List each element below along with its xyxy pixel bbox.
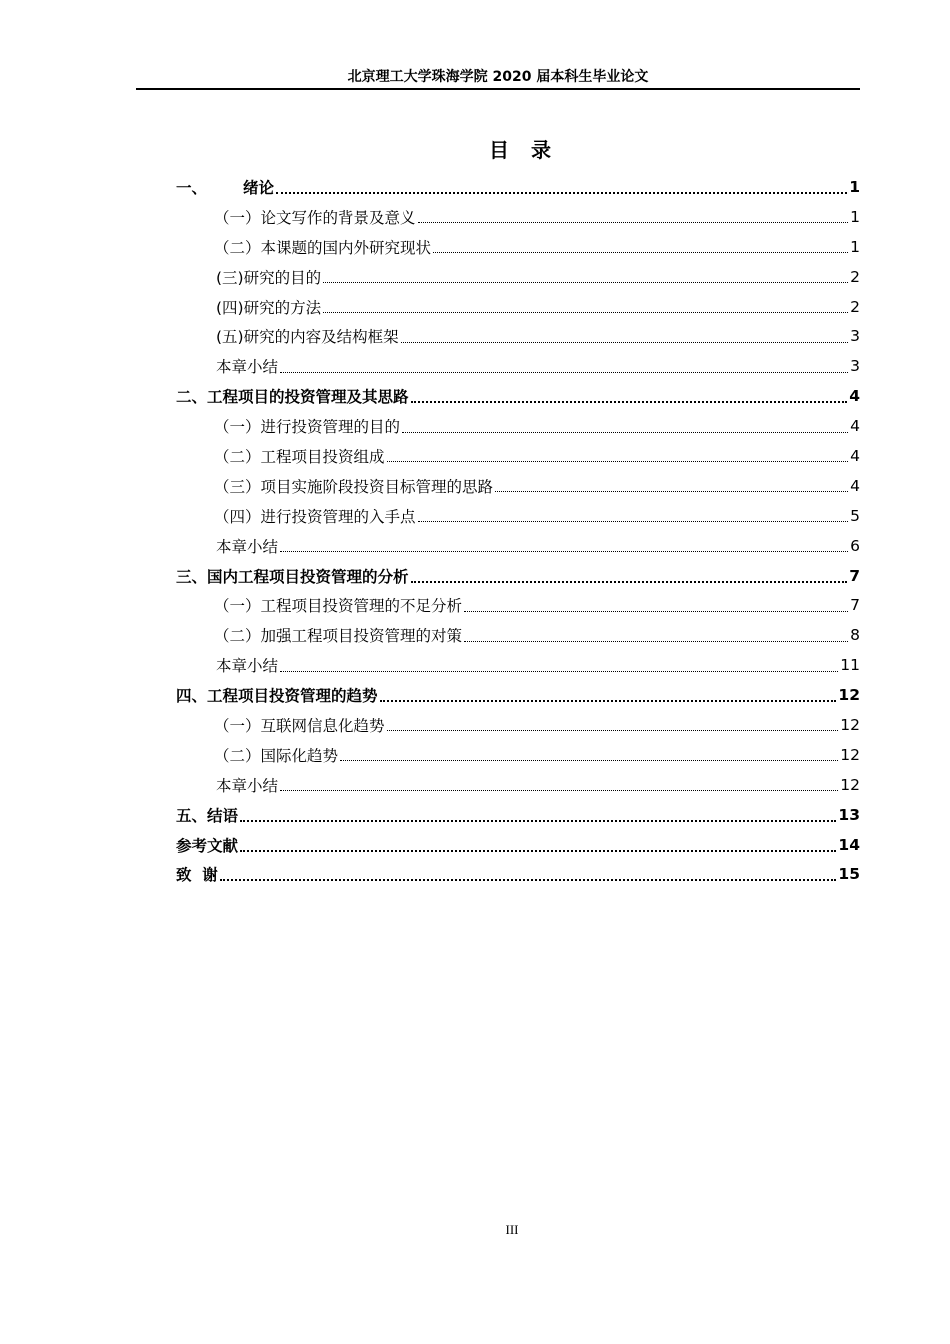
toc-entry[interactable] xyxy=(176,441,860,471)
toc-entry-page: 3 xyxy=(850,327,860,346)
toc-entry[interactable] xyxy=(176,411,860,441)
toc-entry-label: (四)研究的方法 xyxy=(216,298,322,317)
toc-entry-label: 二、工程项目的投资管理及其思路 xyxy=(176,388,409,407)
toc-entry[interactable] xyxy=(176,381,860,411)
toc-title xyxy=(0,134,950,163)
toc-entry-label: 参考文献 xyxy=(176,836,239,855)
toc-entry[interactable] xyxy=(176,590,860,620)
toc-title-char-1: 目 xyxy=(489,138,509,162)
dot-leader xyxy=(464,611,848,612)
toc-entry-label: （二）国际化趋势 xyxy=(214,746,339,765)
toc-entry-page: 4 xyxy=(850,476,860,495)
toc-entry[interactable] xyxy=(176,740,860,770)
toc-entry-label: （三）项目实施阶段投资目标管理的思路 xyxy=(214,477,494,496)
toc-entry-page: 11 xyxy=(840,656,860,675)
toc-entry[interactable] xyxy=(176,232,860,262)
dot-leader xyxy=(276,192,847,194)
page-number: III xyxy=(505,1222,519,1237)
toc-entry[interactable] xyxy=(176,202,860,232)
toc-entry[interactable] xyxy=(176,859,860,889)
toc-entry-label: (三)研究的目的 xyxy=(216,268,322,287)
toc-entry[interactable] xyxy=(176,531,860,561)
toc-entry-label: 本章小结 xyxy=(216,537,279,556)
toc-entry[interactable] xyxy=(176,620,860,650)
toc-entry-label: (五)研究的内容及结构框架 xyxy=(216,328,399,347)
toc-entry-label: （一）论文写作的背景及意义 xyxy=(214,208,416,227)
toc-entry-label: 一、 绪论 xyxy=(176,178,275,197)
toc-entry-page: 12 xyxy=(840,745,860,764)
dot-leader xyxy=(220,879,837,881)
dot-leader xyxy=(323,312,848,313)
toc-entry-label: 致 谢 xyxy=(176,866,218,885)
toc-entry[interactable] xyxy=(176,710,860,740)
toc-entry[interactable] xyxy=(176,561,860,591)
header-title: 北京理工大学珠海学院 2020 届本科生毕业论文 xyxy=(347,69,649,85)
toc-entry-page: 8 xyxy=(850,626,860,645)
toc-entry-page: 6 xyxy=(850,536,860,555)
toc-entry[interactable] xyxy=(176,172,860,202)
dot-leader xyxy=(411,581,848,583)
dot-leader xyxy=(495,491,848,492)
toc-entry-page: 7 xyxy=(850,596,860,615)
toc-entry-page: 3 xyxy=(850,357,860,376)
dot-leader xyxy=(323,282,848,283)
dot-leader xyxy=(433,252,848,253)
toc-entry-page: 1 xyxy=(850,237,860,256)
toc-entry-label: 本章小结 xyxy=(216,776,279,795)
dot-leader xyxy=(240,820,836,822)
toc-entry[interactable] xyxy=(176,770,860,800)
toc-entry-label: 三、国内工程项目投资管理的分析 xyxy=(176,567,409,586)
toc-entry-page: 7 xyxy=(849,566,860,585)
dot-leader xyxy=(418,222,849,223)
toc-entry-label: 本章小结 xyxy=(216,657,279,676)
dot-leader xyxy=(280,671,838,672)
dot-leader xyxy=(411,401,848,403)
toc-entry-page: 15 xyxy=(838,865,860,884)
toc-entry-label: （二）加强工程项目投资管理的对策 xyxy=(214,627,463,646)
toc-entry-page: 13 xyxy=(838,805,860,824)
dot-leader xyxy=(340,760,838,761)
toc-entry-page: 2 xyxy=(850,297,860,316)
toc-entry-page: 12 xyxy=(838,686,860,705)
dot-leader xyxy=(464,641,848,642)
dot-leader xyxy=(418,521,849,522)
dot-leader xyxy=(280,551,848,552)
toc-entry[interactable] xyxy=(176,650,860,680)
dot-leader xyxy=(387,730,839,731)
toc-entry-label: （四）进行投资管理的入手点 xyxy=(214,507,416,526)
toc-title-char-2: 录 xyxy=(531,138,551,162)
toc-entry[interactable] xyxy=(176,262,860,292)
dot-leader xyxy=(240,850,836,852)
toc-entry[interactable] xyxy=(176,292,860,322)
toc-entry-page: 2 xyxy=(850,267,860,286)
toc-entry-page: 1 xyxy=(849,177,860,196)
toc-entry[interactable] xyxy=(176,471,860,501)
toc-entry-label: 五、结语 xyxy=(176,806,239,825)
dot-leader xyxy=(280,790,838,791)
toc-entry-label: 本章小结 xyxy=(216,358,279,377)
toc-entry[interactable] xyxy=(176,321,860,351)
toc-entry-page: 12 xyxy=(840,775,860,794)
toc-entry-page: 14 xyxy=(838,835,860,854)
table-of-contents xyxy=(176,172,860,889)
toc-entry[interactable] xyxy=(176,680,860,710)
toc-entry[interactable] xyxy=(176,501,860,531)
toc-entry-label: （一）进行投资管理的目的 xyxy=(214,418,401,437)
toc-entry-label: （一）互联网信息化趋势 xyxy=(214,716,385,735)
toc-entry[interactable] xyxy=(176,800,860,830)
toc-entry-page: 4 xyxy=(850,417,860,436)
toc-entry-label: （二）工程项目投资组成 xyxy=(214,447,385,466)
page-header xyxy=(136,66,860,90)
toc-entry-page: 12 xyxy=(840,715,860,734)
toc-entry-page: 1 xyxy=(850,207,860,226)
dot-leader xyxy=(387,461,849,462)
toc-entry-label: （一）工程项目投资管理的不足分析 xyxy=(214,597,463,616)
toc-entry[interactable] xyxy=(176,830,860,860)
toc-entry[interactable] xyxy=(176,351,860,381)
dot-leader xyxy=(280,372,848,373)
dot-leader xyxy=(402,432,848,433)
toc-entry-label: （二）本课题的国内外研究现状 xyxy=(214,238,432,257)
dot-leader xyxy=(380,700,837,702)
toc-entry-label: 四、工程项目投资管理的趋势 xyxy=(176,687,378,706)
toc-entry-page: 4 xyxy=(849,387,860,406)
toc-entry-page: 5 xyxy=(850,506,860,525)
dot-leader xyxy=(401,342,849,343)
toc-entry-page: 4 xyxy=(850,446,860,465)
